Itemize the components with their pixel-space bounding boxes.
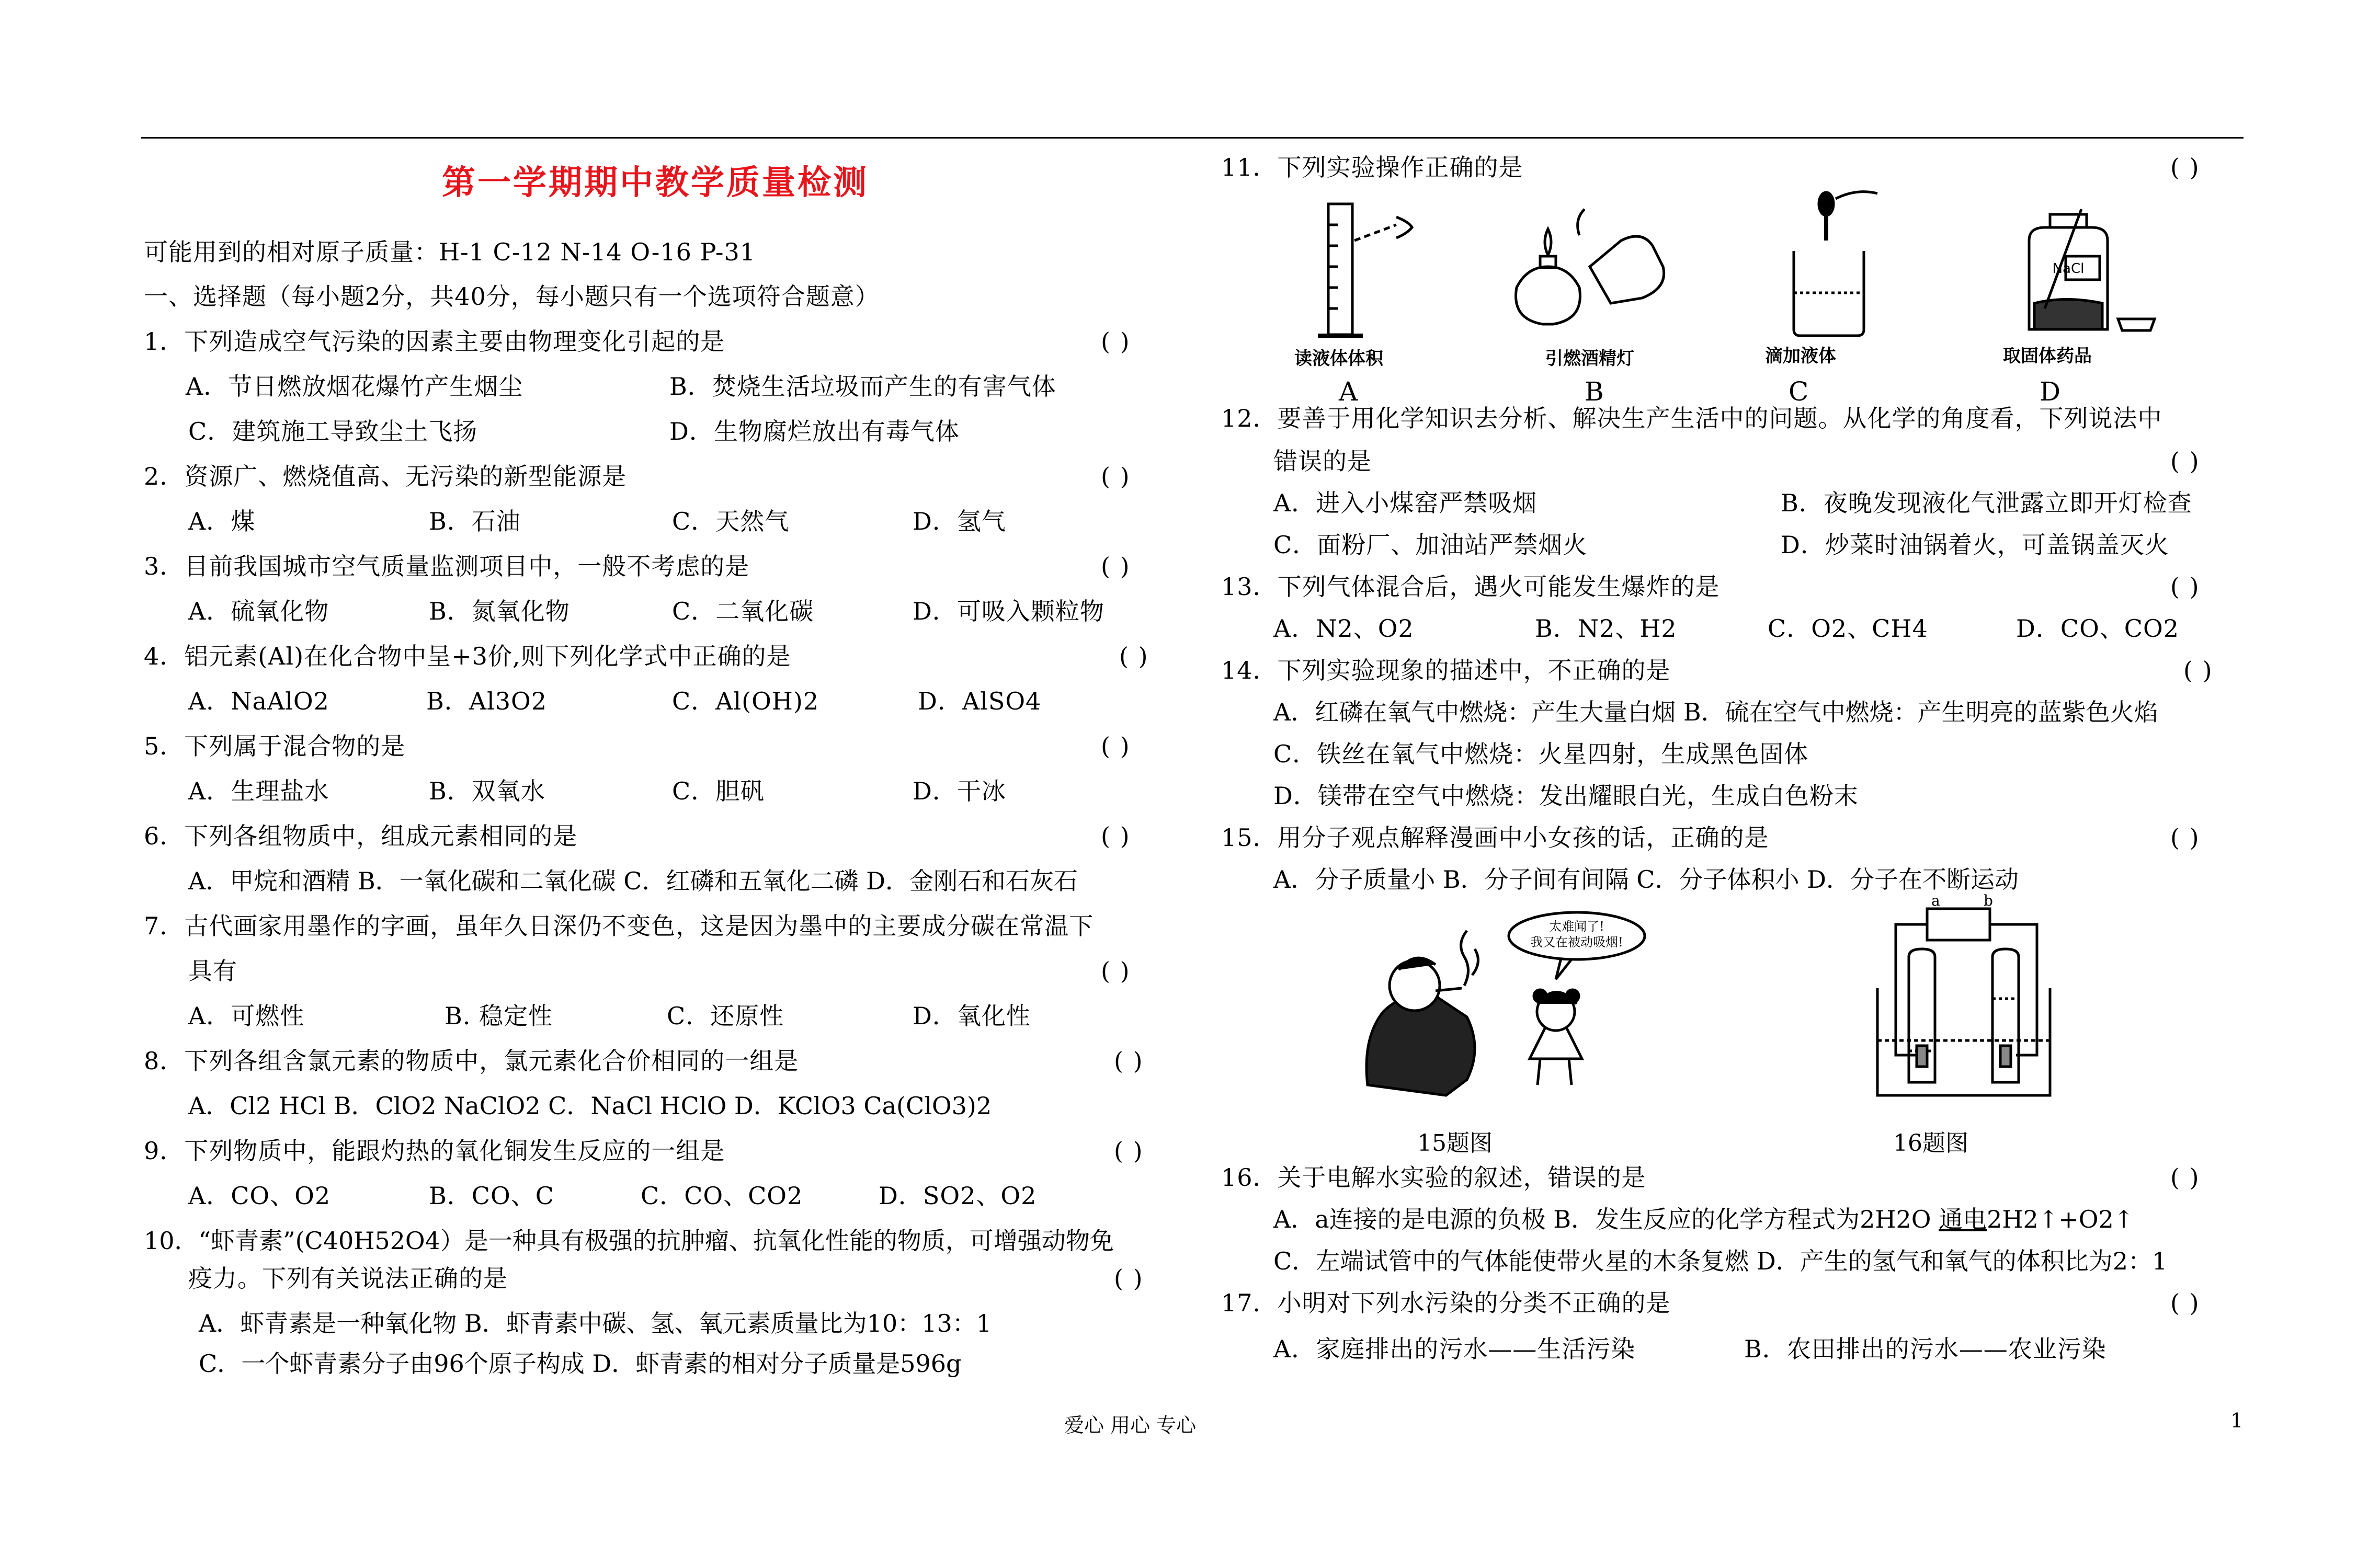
q11-option-d[interactable]: D	[2040, 376, 2061, 407]
q11-stem: 11．下列实验操作正确的是	[1221, 153, 1523, 181]
q2-option-b[interactable]: B．石油	[429, 507, 521, 535]
q6-stem: 6．下列各组物质中，组成元素相同的是	[144, 822, 578, 850]
q16-stem: 16．关于电解水实验的叙述，错误的是	[1221, 1163, 1646, 1192]
q13-answer-blank[interactable]: ( )	[2170, 573, 2200, 601]
q14-options-ab[interactable]: A．红磷在氧气中燃烧：产生大量白烟 B．硫在空气中燃烧：产生明亮的蓝紫色火焰	[1273, 698, 2158, 726]
q15-answer-blank[interactable]: ( )	[2170, 823, 2200, 852]
q11-caption-b: 引燃酒精灯	[1545, 348, 1634, 369]
q13-option-c[interactable]: C．O2、CH4	[1768, 614, 1928, 643]
electrolysis-figure	[1870, 894, 2058, 1103]
q4-option-a[interactable]: A．NaAlO2	[188, 687, 329, 715]
q5-option-a[interactable]: A．生理盐水	[188, 777, 329, 805]
alcohol-lamp-icon	[1516, 209, 1664, 324]
q7-stem-line2: 具有	[188, 957, 237, 985]
q12-stem-line2: 错误的是	[1273, 447, 1372, 475]
q13-option-b[interactable]: B．N2、H2	[1535, 614, 1677, 643]
q11-answer-blank[interactable]: ( )	[2170, 153, 2200, 181]
q3-answer-blank[interactable]: ( )	[1101, 552, 1131, 580]
q9-stem: 9．下列物质中，能跟灼热的氧化铜发生反应的一组是	[144, 1137, 725, 1165]
q14-option-c[interactable]: C．铁丝在氧气中燃烧：火星四射，生成黑色固体	[1273, 740, 1809, 768]
q16-condition: 通电	[1939, 1205, 1987, 1233]
q7-option-b[interactable]: B. 稳定性	[445, 1002, 553, 1030]
q14-stem: 14．下列实验现象的描述中，不正确的是	[1221, 656, 1671, 684]
q1-answer-blank[interactable]: ( )	[1101, 327, 1131, 356]
q2-answer-blank[interactable]: ( )	[1101, 462, 1131, 490]
q16-options-cd[interactable]: C．左端试管中的气体能使带火星的木条复燃 D．产生的氢气和氧气的体积比为2：1	[1273, 1247, 2168, 1275]
q4-answer-blank[interactable]: ( )	[1119, 642, 1149, 670]
q8-stem: 8．下列各组含氯元素的物质中，氯元素化合价相同的一组是	[144, 1047, 799, 1075]
q3-stem: 3．目前我国城市空气质量监测项目中，一般不考虑的是	[144, 552, 750, 580]
graduated-cylinder-icon	[1318, 204, 1412, 336]
q10-stem-line1: 10．“虾青素”(C40H52O4）是一种具有极强的抗肿瘤、抗氧化性能的物质，可增强动物免	[144, 1227, 1114, 1255]
q12-option-a[interactable]: A．进入小煤窑严禁吸烟	[1273, 489, 1538, 517]
q8-answer-blank[interactable]: ( )	[1114, 1047, 1144, 1075]
q1-option-a[interactable]: A．节日燃放烟花爆竹产生烟尘	[186, 372, 523, 401]
q10-stem-line2: 疫力。下列有关说法正确的是	[188, 1264, 508, 1292]
q15-stem: 15．用分子观点解释漫画中小女孩的话，正确的是	[1221, 823, 1769, 852]
q3-option-c[interactable]: C．二氧化碳	[672, 597, 814, 625]
q13-option-d[interactable]: D．CO、CO2	[2016, 614, 2179, 643]
q1-stem: 1．下列造成空气污染的因素主要由物理变化引起的是	[144, 327, 725, 356]
q5-answer-blank[interactable]: ( )	[1101, 732, 1131, 760]
q17-option-a[interactable]: A．家庭排出的污水——生活污染	[1273, 1335, 1636, 1363]
q9-option-b[interactable]: B．CO、C	[429, 1182, 554, 1210]
q11-option-b[interactable]: B	[1585, 376, 1604, 407]
fig16-caption: 16题图	[1893, 1130, 1968, 1157]
q10-answer-blank[interactable]: ( )	[1114, 1264, 1144, 1292]
q2-stem: 2．资源广、燃烧值高、无污染的新型能源是	[144, 462, 627, 490]
q14-option-d[interactable]: D．镁带在空气中燃烧：发出耀眼白光，生成白色粉末	[1273, 782, 1859, 810]
q3-option-b[interactable]: B．氮氧化物	[429, 597, 570, 625]
q12-option-c[interactable]: C．面粉厂、加油站严禁烟火	[1273, 531, 1588, 559]
q16-answer-blank[interactable]: ( )	[2170, 1163, 2200, 1192]
dropper-beaker-icon	[1794, 192, 1877, 336]
q1-option-b[interactable]: B．焚烧生活垃圾而产生的有害气体	[669, 372, 1056, 401]
q4-option-b[interactable]: B．Al3O2	[426, 687, 547, 715]
q10-options-cd[interactable]: C．一个虾青素分子由96个原子构成 D．虾青素的相对分子质量是596g	[199, 1349, 962, 1378]
q5-option-b[interactable]: B．双氧水	[429, 777, 545, 805]
atomic-mass-note: 可能用到的相对原子质量：H-1 C-12 N-14 O-16 P-31	[144, 238, 756, 266]
section-heading: 一、选择题（每小题2分，共40分，每小题只有一个选项符合题意）	[144, 282, 880, 311]
q17-option-b[interactable]: B．农田排出的污水——农业污染	[1744, 1335, 2106, 1363]
top-rule	[141, 137, 2244, 139]
page-title: 第一学期期中教学质量检测	[442, 163, 869, 202]
q3-option-d[interactable]: D．可吸入颗粒物	[913, 597, 1104, 625]
q9-answer-blank[interactable]: ( )	[1114, 1137, 1144, 1165]
q2-option-d[interactable]: D．氢气	[913, 507, 1006, 535]
q12-answer-blank[interactable]: ( )	[2170, 447, 2200, 475]
q7-option-a[interactable]: A．可燃性	[188, 1002, 305, 1030]
q4-option-d[interactable]: D．AlSO4	[918, 687, 1042, 715]
q17-answer-blank[interactable]: ( )	[2170, 1289, 2200, 1317]
q7-stem-line1: 7．古代画家用墨作的字画，虽年久日深仍不变色，这是因为墨中的主要成分碳在常温下	[144, 912, 1094, 940]
bubble-line-1: 太难闻了!	[1549, 919, 1604, 934]
q11-apparatus-figure	[1297, 193, 2380, 350]
q11-option-a[interactable]: A	[1339, 376, 1358, 407]
q2-option-c[interactable]: C．天然气	[672, 507, 790, 535]
q11-caption-a: 读液体体积	[1294, 348, 1383, 369]
bubble-line-2: 我又在被动吸烟!	[1530, 935, 1623, 949]
q9-option-c[interactable]: C．CO、CO2	[641, 1182, 803, 1210]
q12-stem-line1: 12．要善于用化学知识去分析、解决生产生活中的问题。从化学的角度看，下列说法中	[1221, 404, 2162, 432]
q4-stem: 4．铝元素(Al)在化合物中呈+3价,则下列化学式中正确的是	[144, 642, 791, 670]
q7-option-d[interactable]: D．氧化性	[913, 1002, 1031, 1030]
q5-option-c[interactable]: C．胆矾	[672, 777, 765, 805]
q4-option-c[interactable]: C．Al(OH)2	[672, 687, 819, 715]
nacl-label: NaCl	[2052, 261, 2085, 277]
q3-option-a[interactable]: A．硫氧化物	[188, 597, 329, 625]
q9-option-a[interactable]: A．CO、O2	[188, 1182, 331, 1210]
fig15-caption: 15题图	[1417, 1130, 1493, 1157]
q5-stem: 5．下列属于混合物的是	[144, 732, 406, 760]
q14-answer-blank[interactable]: ( )	[2183, 656, 2213, 684]
q13-option-a[interactable]: A．N2、O2	[1273, 614, 1414, 643]
q8-options[interactable]: A．Cl2 HCl B．ClO2 NaClO2 C．NaCl HClO D．KClO3 Ca(ClO3)2	[188, 1092, 992, 1120]
reagent-jar-icon	[2029, 209, 2155, 330]
q5-option-d[interactable]: D．干冰	[913, 777, 1006, 805]
q17-stem: 17．小明对下列水污染的分类不正确的是	[1221, 1289, 1671, 1317]
smoking-cartoon-figure	[1357, 912, 1650, 1111]
q1-option-d[interactable]: D．生物腐烂放出有毒气体	[669, 417, 960, 445]
q12-option-d[interactable]: D．炒菜时油锅着火，可盖锅盖灭火	[1781, 531, 2169, 559]
footer-motto: 爱心 用心 专心	[1064, 1414, 1197, 1437]
q9-option-d[interactable]: D．SO2、O2	[879, 1182, 1037, 1210]
q1-option-c[interactable]: C．建筑施工导致尘土飞扬	[188, 417, 478, 445]
q10-options-ab[interactable]: A．虾青素是一种氧化物 B．虾青素中碳、氢、氧元素质量比为10：13：1	[199, 1309, 992, 1337]
q16-options-ab[interactable]	[1273, 1204, 2134, 1235]
q7-option-c[interactable]: C．还原性	[667, 1002, 784, 1030]
q7-answer-blank[interactable]: ( )	[1101, 957, 1131, 985]
q15-options[interactable]: A．分子质量小 B．分子间有间隔 C．分子体积小 D．分子在不断运动	[1273, 865, 2019, 894]
q13-stem: 13．下列气体混合后，遇火可能发生爆炸的是	[1221, 573, 1720, 601]
q2-option-a[interactable]: A．煤	[188, 507, 256, 535]
q6-answer-blank[interactable]: ( )	[1101, 822, 1131, 850]
q11-caption-c: 滴加液体	[1765, 346, 1836, 367]
q16-ab-suffix: 2H2↑+O2↑	[1987, 1205, 2134, 1233]
q6-options[interactable]: A．甲烷和酒精 B．一氧化碳和二氧化碳 C．红磷和五氧化二磷 D．金刚石和石灰石	[188, 867, 1078, 895]
q11-option-c[interactable]: C	[1789, 376, 1809, 407]
page-number: 1	[2230, 1409, 2244, 1432]
q16-ab-prefix: A．a连接的是电源的负极 B．发生反应的化学方程式为2H2O	[1273, 1205, 1939, 1233]
electrode-b-label: b	[1984, 892, 1993, 909]
q12-option-b[interactable]: B．夜晚发现液化气泄露立即开灯检查	[1781, 489, 2192, 517]
electrode-a-label: a	[1931, 892, 1940, 909]
q11-caption-d: 取固体药品	[2003, 346, 2092, 367]
